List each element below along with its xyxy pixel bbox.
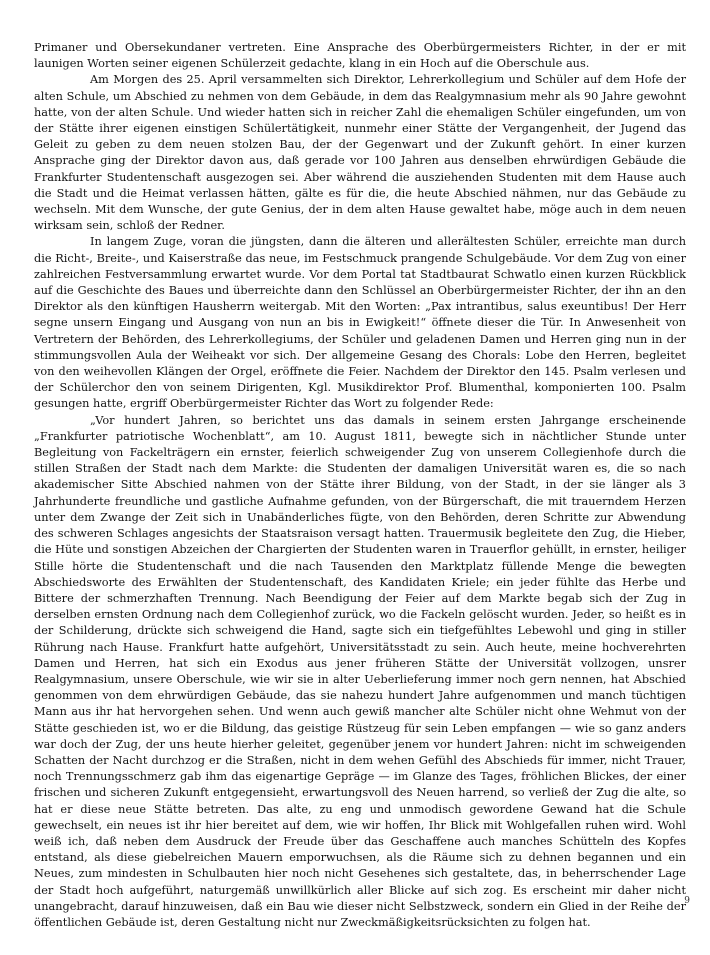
page-number: 9	[684, 896, 690, 906]
paragraph-farewell: Am Morgen des 25. April versammelten sich Direktor, Lehrerkollegium und Schüler auf dem Hofe der alten Schule, um Abschied zu nehmen von dem Gebäude, in dem das Realgymnasium mehr als 90 Jahre gewohnt hatte, von der alten Schule. Und wieder hatten sich in reicher Zahl die ehemaligen Schüler eingefunden, um von der Stätte ihrer eigenen einstigen Schülertätigkeit, nunmehr einer Stätte der Vergangenheit, der Jugend das Geleit zu geben zu dem neuen stolzen Bau, der der Gegenwart und der Zukunft gehört. In einer kurzen Ansprache ging der Direktor davon aus, daß gerade vor 100 Jahren aus denselben ehrwürdigen Gebäude die Frankfurter Studentenschaft ausgezogen sei. Aber während die ausziehenden Studenten mit dem Hause auch die Stadt und die Heimat verlassen hätten, gälte es für die, die heute Abschied nähmen, nur das Gebäude zu wechseln. Mit dem Wunsche, der gute Genius, der in dem alten Hause gewaltet habe, möge auch in dem neuen wirksam sein, schloß der Redner.	[34, 73, 686, 233]
paragraph-intro: Primaner und Obersekundaner vertreten. Eine Ansprache des Oberbürgermeisters Richter, in der er mit launigen Worten seiner eigenen Schülerzeit gedachte, klang in ein Hoch auf die Oberschule aus.	[34, 41, 686, 71]
paragraph-procession: In langem Zuge, voran die jüngsten, dann die älteren und allerältesten Schüler, erreichte man durch die Richt-, Breite-, und Kaiserstraße das neue, im Festschmuck prangende Schulgebäude. Vor dem Zug von einer zahlreichen Festversammlung erwartet wurde. Vor dem Portal tat Stadtbaurat Schwatlo einen kurzen Rückblick auf die Geschichte des Baues und überreichte dann den Schlüssel an Oberbürgermeister Richter, der ihn an den Direktor als den künftigen Hausherrn weitergab. Mit den Worten: „Pax intrantibus, salus exeuntibus! Der Herr segne unsern Eingang und Ausgang von nun an bis in Ewigkeit!“ öffnete dieser die Tür. In Anwesenheit von Vertretern der Behörden, des Lehrerkollegiums, der Schüler und geladenen Damen und Herren ging nun in der stimmungsvollen Aula der Weiheakt vor sich. Der allgemeine Gesang des Chorals: Lobe den Herren, begleitet von den weihevollen Klängen der Orgel, eröffnete die Feier. Nachdem der Direktor den 145. Psalm verlesen und der Schülerchor den von seinem Dirigenten, Kgl. Musikdirektor Prof. Blumenthal, komponierten 100. Psalm gesungen hatte, ergriff Oberbürgermeister Richter das Wort zu folgender Rede:	[34, 235, 686, 411]
paragraph-speech: „Vor hundert Jahren, so berichtet uns das damals in seinem ersten Jahrgange erscheinende „Frankfurter patriotische Wochenblatt“, am 10. August 1811, bewegte sich in nächtlicher Stunde unter Begleitung von Fackelträgern ein ernster, feierlich schweigender Zug von unserem Collegienhofe durch die stillen Straßen der Stadt nach dem Markte: die Studenten der damaligen Universität waren es, die so nach akademischer Sitte Abschied nahmen von der Stätte ihrer Bildung, von der Stadt, in der sie länger als 3 Jahrhunderte freundliche und gastliche Aufnahme gefunden, von der Bürgerschaft, die mit trauerndem Herzen unter dem Zwange der Zeit sich in Unabänderliches fügte, von den Behörden, deren Schritte zur Abwendung des schweren Schlages angesichts der Staatsraison versagt hatten. Trauermusik begleitete den Zug, die Hieber, die Hüte und sonstigen Abzeichen der Chargierten der Studenten waren in Trauerflor gehüllt, in ernster, heiliger Stille hörte die Studentenschaft und die nach Tausenden den Marktplatz füllende Menge die bewegten Abschiedsworte des Erwählten der Studentenschaft, des Kandidaten Kriele; ein jeder fühlte das Herbe und Bittere der schmerzhaften Trennung. Nach Beendigung der Feier auf dem Markte begab sich der Zug in derselben ernsten Ordnung nach dem Collegienhof zurück, wo die Fackeln gelöscht wurden. Jeder, so heißt es in der Schilderung, drückte sich schweigend die Hand, sagte sich ein tiefgefühltes Lebewohl und ging in stiller Rührung nach Hause. Frankfurt hatte aufgehört, Universitätsstadt zu sein. Auch heute, meine hochverehrten Damen und Herren, hat sich ein Exodus aus jener früheren Stätte der Universität vollzogen, unsrer Realgymnasium, unsere Oberschule, wie wir sie in alter Ueberlieferung immer noch gern nennen, hat Abschied genommen von dem ehrwürdigen Gebäude, das sie nahezu hundert Jahre aufgenommen und manch tüchtigen Mann aus ihr hat hervorgehen sehen. Und wenn auch gewiß mancher alte Schüler nicht ohne Wehmut von der Stätte geschieden ist, wo er die Bildung, das geistige Rüstzeug für sein Leben empfangen — wie so ganz anders war doch der Zug, der uns heute hierher geleitet, gegenüber jenem vor hundert Jahren: nicht im schweigenden Schatten der Nacht durchzog er die Straßen, nicht in dem wehen Gefühl des Abschieds für immer, nicht Trauer, noch Trennungsschmerz gab ihm das eigenartige Gepräge — im Glanze des Tages, fröhlichen Blickes, der einer frischen und sicheren Zukunft entgegensieht, erwartungsvoll des Neuen harrend, so verließ der Zug die alte, so hat er diese neue Stätte betreten. Das alte, zu eng und unmodisch gewordene Gewand hat die Schule gewechselt, ein neues ist ihr hier bereitet auf dem, wie wir hoffen, Ihr Blick mit Wohlgefallen ruhen wird. Wohl weiß ich, daß neben dem Ausdruck der Freude über das Geschaffene auch manches Schütteln des Kopfes entstand, als diese giebelreichen Mauern emporwuchsen, als die Räume sich zu dehnen begannen und ein Neues, zum mindesten in Schulbauten hier noch nicht Gesehenes sich gestaltete, das, in beherrschender Lage der Stadt hoch aufgeführt, naturgemäß unwillkürlich aller Blicke auf sich zog. Es erscheint mir daher nicht unangebracht, darauf hinzuweisen, daß ein Bau wie dieser nicht Selbstzweck, sondern ein Glied in der Reihe der öffentlichen Gebäude ist, deren Gestaltung nicht nur Zweckmäßigkeitsrücksichten zu folgen hat.	[34, 413, 686, 929]
